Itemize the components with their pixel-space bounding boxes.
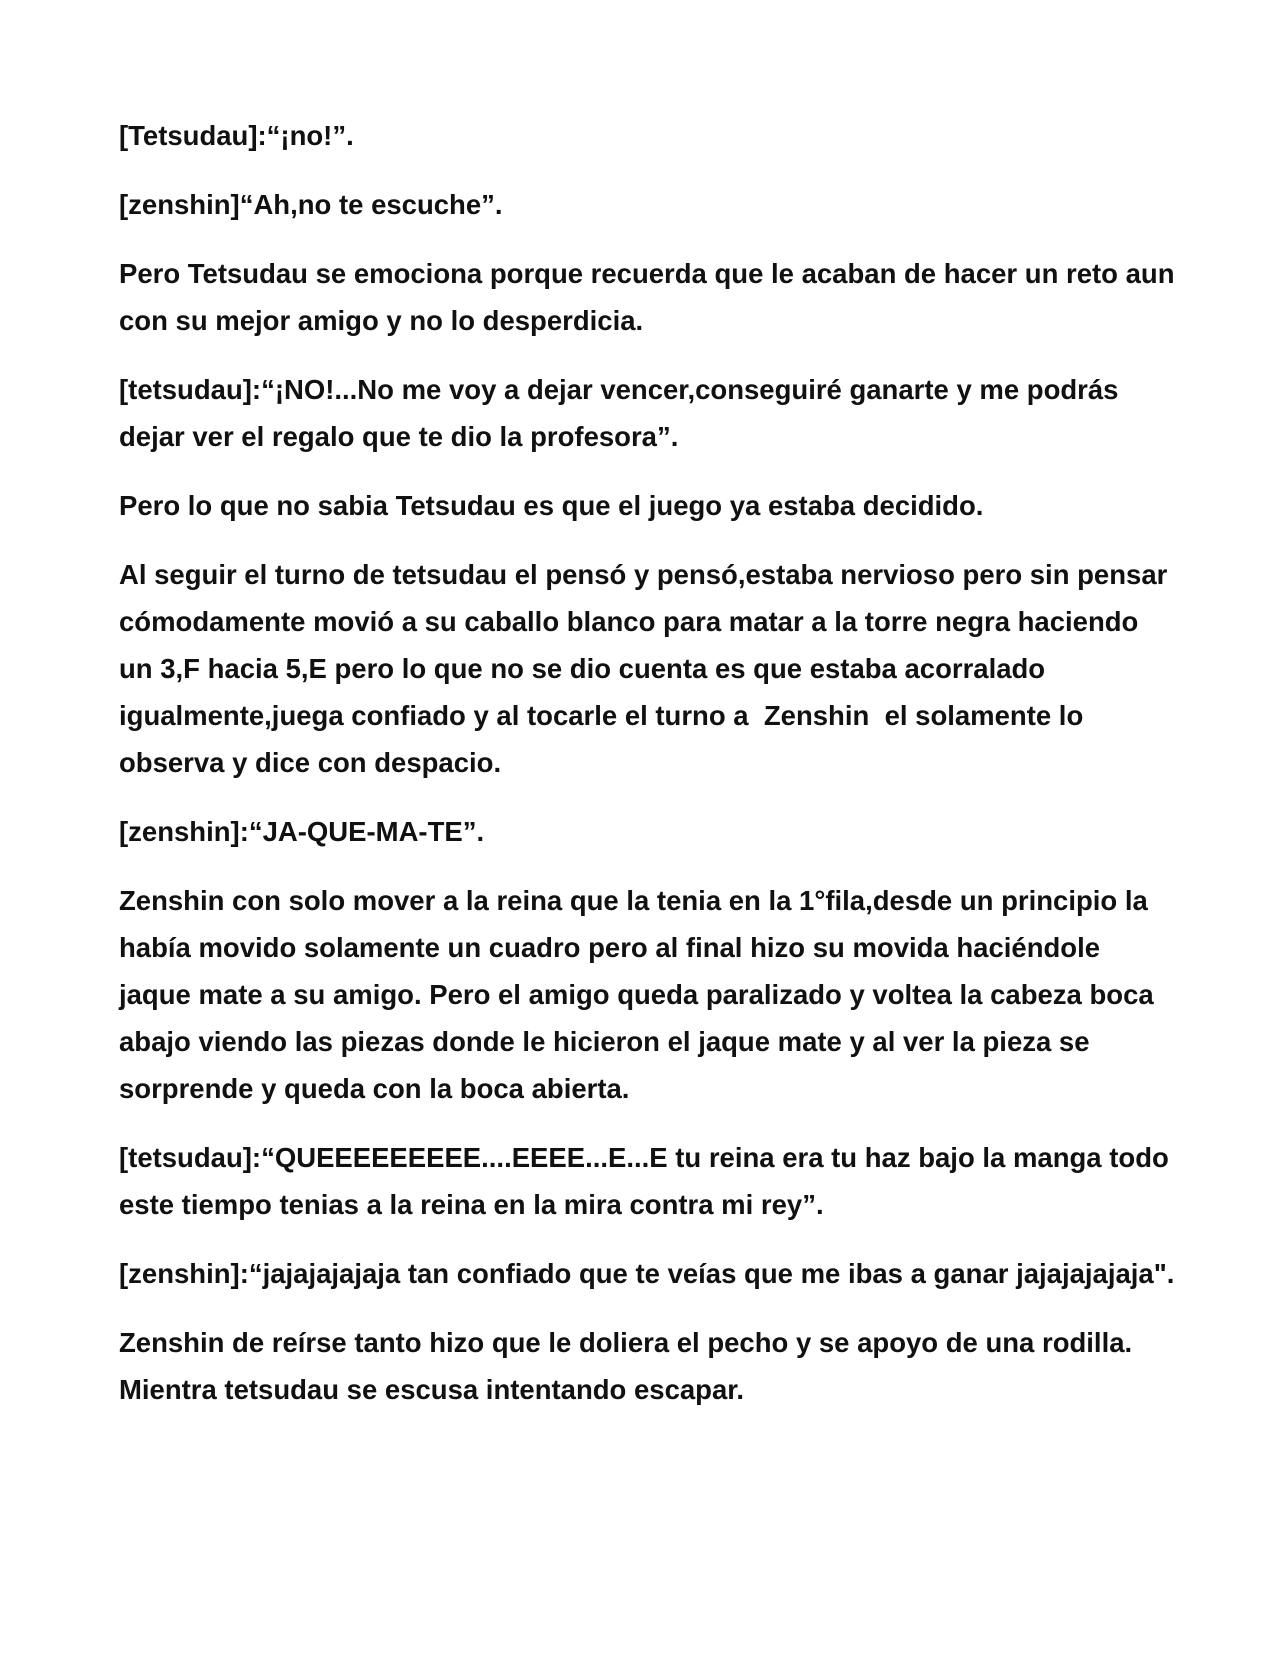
paragraph-6: Al seguir el turno de tetsudau el pensó y pensó,estaba nervioso pero sin pensar cómodamente movió a su caballo blanco para matar a la torre negra haciendo un 3,F hacia 5,E pero lo que no se dio cuenta es que estaba acorralado igualmente,juega confiado y al tocarle el turno a Zenshin el solamente lo observa y dice con despacio. (119, 559, 1175, 778)
paragraph-8: Zenshin con solo mover a la reina que la tenia en la 1°fila,desde un principio la había movido solamente un cuadro pero al final hizo su movida haciéndole jaque mate a su amigo. Pero el amigo queda paralizado y voltea la cabeza boca abajo viendo las piezas donde le hicieron el jaque mate y al ver la pieza se sorprende y queda con la boca abierta. (119, 885, 1162, 1104)
paragraph-5: Pero lo que no sabia Tetsudau es que el juego ya estaba decidido. (119, 490, 984, 521)
document-page (119, 112, 1183, 1435)
paragraph-4: [tetsudau]:“¡NO!...No me voy a dejar vencer,conseguiré ganarte y me podrás dejar ver el regalo que te dio la profesora”. (119, 374, 1127, 452)
paragraph-1: [Tetsudau]:“¡no!”. (119, 120, 354, 151)
paragraph-10: [zenshin]:“jajajajajaja tan confiado que te veías que me ibas a ganar jajajajajaja". (119, 1258, 1175, 1289)
paragraph-11: Zenshin de reírse tanto hizo que le doliera el pecho y se apoyo de una rodilla. Mientra tetsudau se escusa intentando escapar. (119, 1327, 1140, 1405)
paragraph-9: [tetsudau]:“QUEEEEEEEEE....EEEE...E...E tu reina era tu haz bajo la manga todo este tiempo tenias a la reina en la mira contra mi rey”. (119, 1142, 1177, 1220)
paragraph-7: [zenshin]:“JA-QUE-MA-TE”. (119, 816, 485, 847)
paragraph-3: Pero Tetsudau se emociona porque recuerda que le acaban de hacer un reto aun con su mejor amigo y no lo desperdicia. (119, 258, 1183, 336)
paragraph-2: [zenshin]“Ah,no te escuche”. (119, 189, 503, 220)
